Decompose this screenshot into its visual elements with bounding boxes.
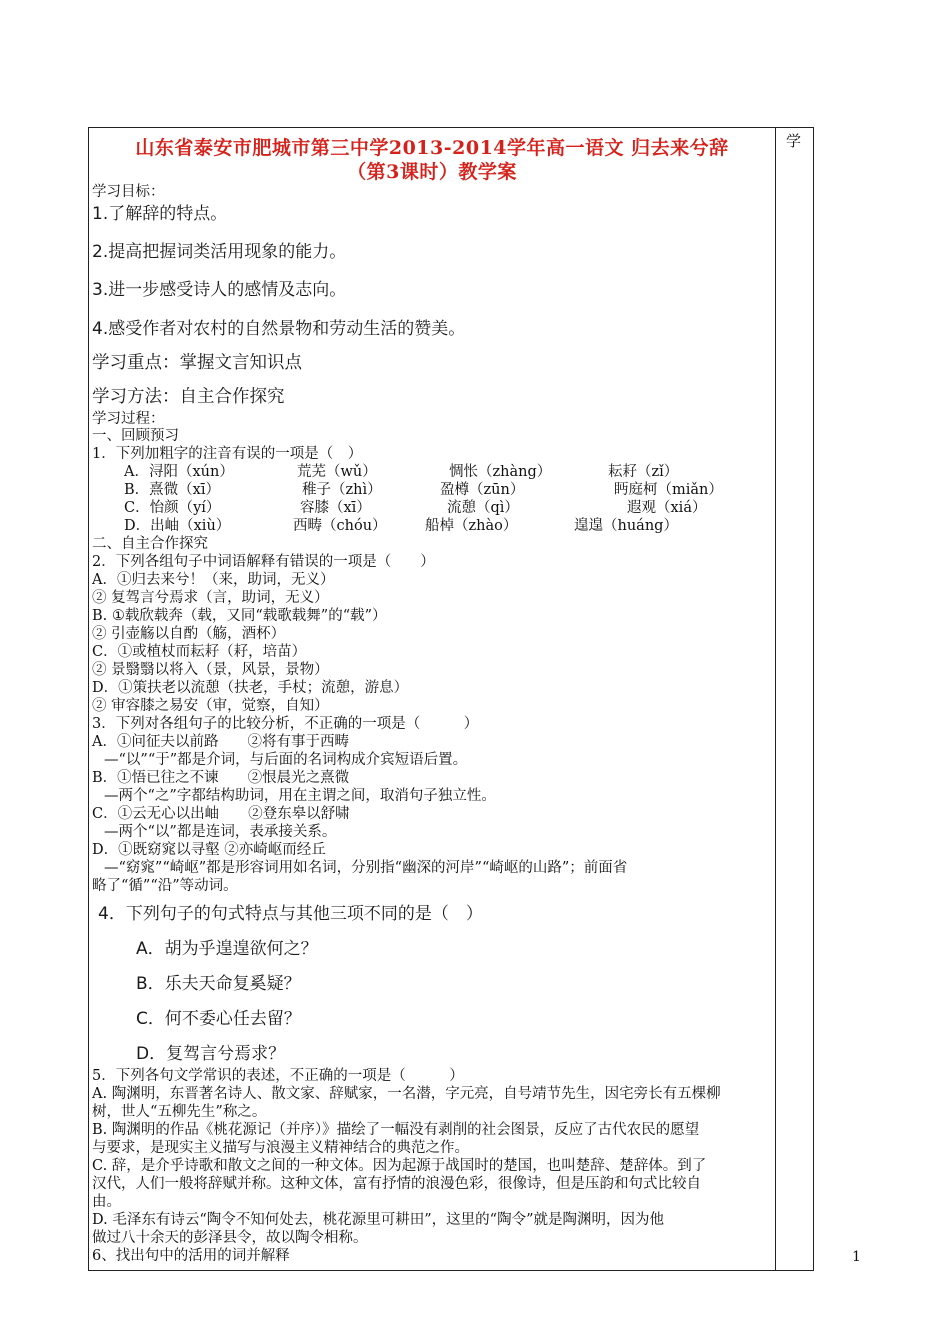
- q4-option: C．何不委心任去留？: [136, 1009, 301, 1029]
- learning-method: 学习方法：自主合作探究: [92, 387, 285, 407]
- q1-option: C．怡颜（yí）: [124, 500, 221, 516]
- q1-option: 眄庭柯（miǎn）: [614, 482, 723, 498]
- question-5-line: 与要求，是现实主义描写与浪漫主义精神结合的典范之作。: [92, 1140, 469, 1156]
- column-divider: [775, 127, 776, 1270]
- document-title-line-2: （第3课时）教学案: [347, 161, 517, 183]
- question-3-line: 3．下列对各组句子的比较分析，不正确的一项是（ ）: [92, 716, 479, 732]
- objective-item: 4.感受作者对农村的自然景物和劳动生活的赞美。: [92, 319, 466, 339]
- question-3-line: —两个“以”都是连词，表承接关系。: [104, 824, 337, 840]
- q1-option: 惆怅（zhàng）: [449, 464, 552, 480]
- question-5-line: D. 毛泽东有诗云“陶令不知何处去，桃花源里可耕田”，这里的“陶令”就是陶渊明，因为他: [92, 1212, 664, 1228]
- page-number: 1: [852, 1249, 861, 1265]
- question-5-line: 汉代，人们一般将辞赋并称。这种文体，富有抒情的浪漫色彩，很像诗，但是压韵和句式比较自: [92, 1176, 701, 1192]
- side-column-label: 学: [786, 132, 802, 150]
- q1-option: B．熹微（xī）: [124, 482, 220, 498]
- q1-option: 耘耔（zǐ）: [608, 464, 679, 480]
- q1-option: A．浔阳（xún）: [124, 464, 234, 480]
- question-3-line: C．①云无心以出岫 ②登东皋以舒啸: [92, 806, 350, 822]
- q1-option: D．出岫（xiù）: [124, 518, 231, 534]
- q1-option: 西畴（chóu）: [293, 518, 387, 534]
- question-2-line: C．①或植杖而耘耔（耔，培苗）: [92, 644, 307, 660]
- question-3-line: B．①悟已往之不谏 ②恨晨光之熹微: [92, 770, 350, 786]
- q1-option: 容膝（xī）: [300, 500, 371, 516]
- question-2-line: ② 复驾言兮焉求（言，助词，无义）: [92, 590, 329, 606]
- q4-option: B．乐夫天命复奚疑？: [136, 974, 301, 994]
- objective-item: 1.了解辞的特点。: [92, 204, 228, 224]
- q1-option: 盈樽（zūn）: [440, 482, 525, 498]
- learning-focus: 学习重点：掌握文言知识点: [92, 353, 302, 373]
- question-5-line: C. 辞，是介乎诗歌和散文之间的一种文体。因为起源于战国时的楚国，也叫楚辞、楚辞体。到了: [92, 1158, 707, 1174]
- question-1-stem: 1．下列加粗字的注音有误的一项是（ ）: [92, 446, 363, 462]
- question-2-line: D．①策扶老以流憩（扶老，手杖；流憩，游息）: [92, 680, 409, 696]
- question-5-line: 做过八十余天的彭泽县令，故以陶令相称。: [92, 1230, 368, 1246]
- question-3-line: D．①既窈窕以寻壑 ②亦崎岖而经丘: [92, 842, 326, 858]
- q1-option: 稚子（zhì）: [302, 482, 382, 498]
- question-3-line: 略了“循”“沿”等动词。: [92, 878, 238, 894]
- question-3-line: A．①问征夫以前路 ②将有事于西畴: [92, 734, 349, 750]
- process-heading: 学习过程：: [92, 411, 165, 427]
- question-4-stem: 4．下列句子的句式特点与其他三项不同的是（ ）: [98, 904, 483, 924]
- q4-option: D．复驾言兮焉求？: [136, 1044, 286, 1064]
- question-2-line: A．①归去来兮！（来，助词，无义）: [92, 572, 335, 588]
- question-2-line: B. ①载欣载奔（载，又同“载歌载舞”的“载”）: [92, 608, 387, 624]
- question-2-line: ② 审容膝之易安（审，觉察，自知）: [92, 698, 329, 714]
- question-2-line: 2．下列各组句子中词语解释有错误的一项是（ ）: [92, 554, 435, 570]
- q4-option: A．胡为乎遑遑欲何之？: [136, 939, 318, 959]
- question-5-line: B. 陶渊明的作品《桃花源记（并序）》描绘了一幅没有剥削的社会图景，反应了古代农民的愿望: [92, 1122, 700, 1138]
- objective-item: 2.提高把握词类活用现象的能力。: [92, 242, 347, 262]
- question-5-line: 由。: [92, 1194, 121, 1210]
- objectives-heading: 学习目标：: [92, 184, 165, 200]
- document-title-line-1: 山东省泰安市肥城市第三中学2013-2014学年高一语文 归去来兮辞: [135, 137, 729, 159]
- q1-option: 遐观（xiá）: [627, 500, 707, 516]
- q1-option: 荒芜（wǔ）: [297, 464, 377, 480]
- question-5-line: 树，世人“五柳先生”称之。: [92, 1104, 267, 1120]
- section-heading: 一、回顾预习: [92, 428, 179, 444]
- question-5-line: 5．下列各句文学常识的表述，不正确的一项是（ ）: [92, 1068, 464, 1084]
- question-3-line: —两个“之”字都结构助词，用在主谓之间，取消句子独立性。: [104, 788, 496, 804]
- question-5-line: A. 陶渊明，东晋著名诗人、散文家、辞赋家，一名潜，字元亮，自号靖节先生，因宅旁长有五棵柳: [92, 1086, 721, 1102]
- question-3-line: —“以”“于”都是介词，与后面的名词构成介宾短语后置。: [104, 752, 468, 768]
- q1-option: 船棹（zhào）: [425, 518, 518, 534]
- question-2-line: ② 引壶觞以自酌（觞，酒杯）: [92, 626, 286, 642]
- section-heading: 二、自主合作探究: [92, 536, 208, 552]
- q1-option: 遑遑（huáng）: [574, 518, 678, 534]
- q1-option: 流憩（qì）: [447, 500, 519, 516]
- question-3-line: —“窈窕”“崎岖”都是形容词用如名词，分别指“幽深的河岸”“崎岖的山路”；前面省: [104, 860, 628, 876]
- objective-item: 3.进一步感受诗人的感情及志向。: [92, 280, 347, 300]
- question-6-stem: 6、找出句中的活用的词并解释: [92, 1248, 290, 1264]
- question-2-line: ② 景翳翳以将入（景，风景，景物）: [92, 662, 329, 678]
